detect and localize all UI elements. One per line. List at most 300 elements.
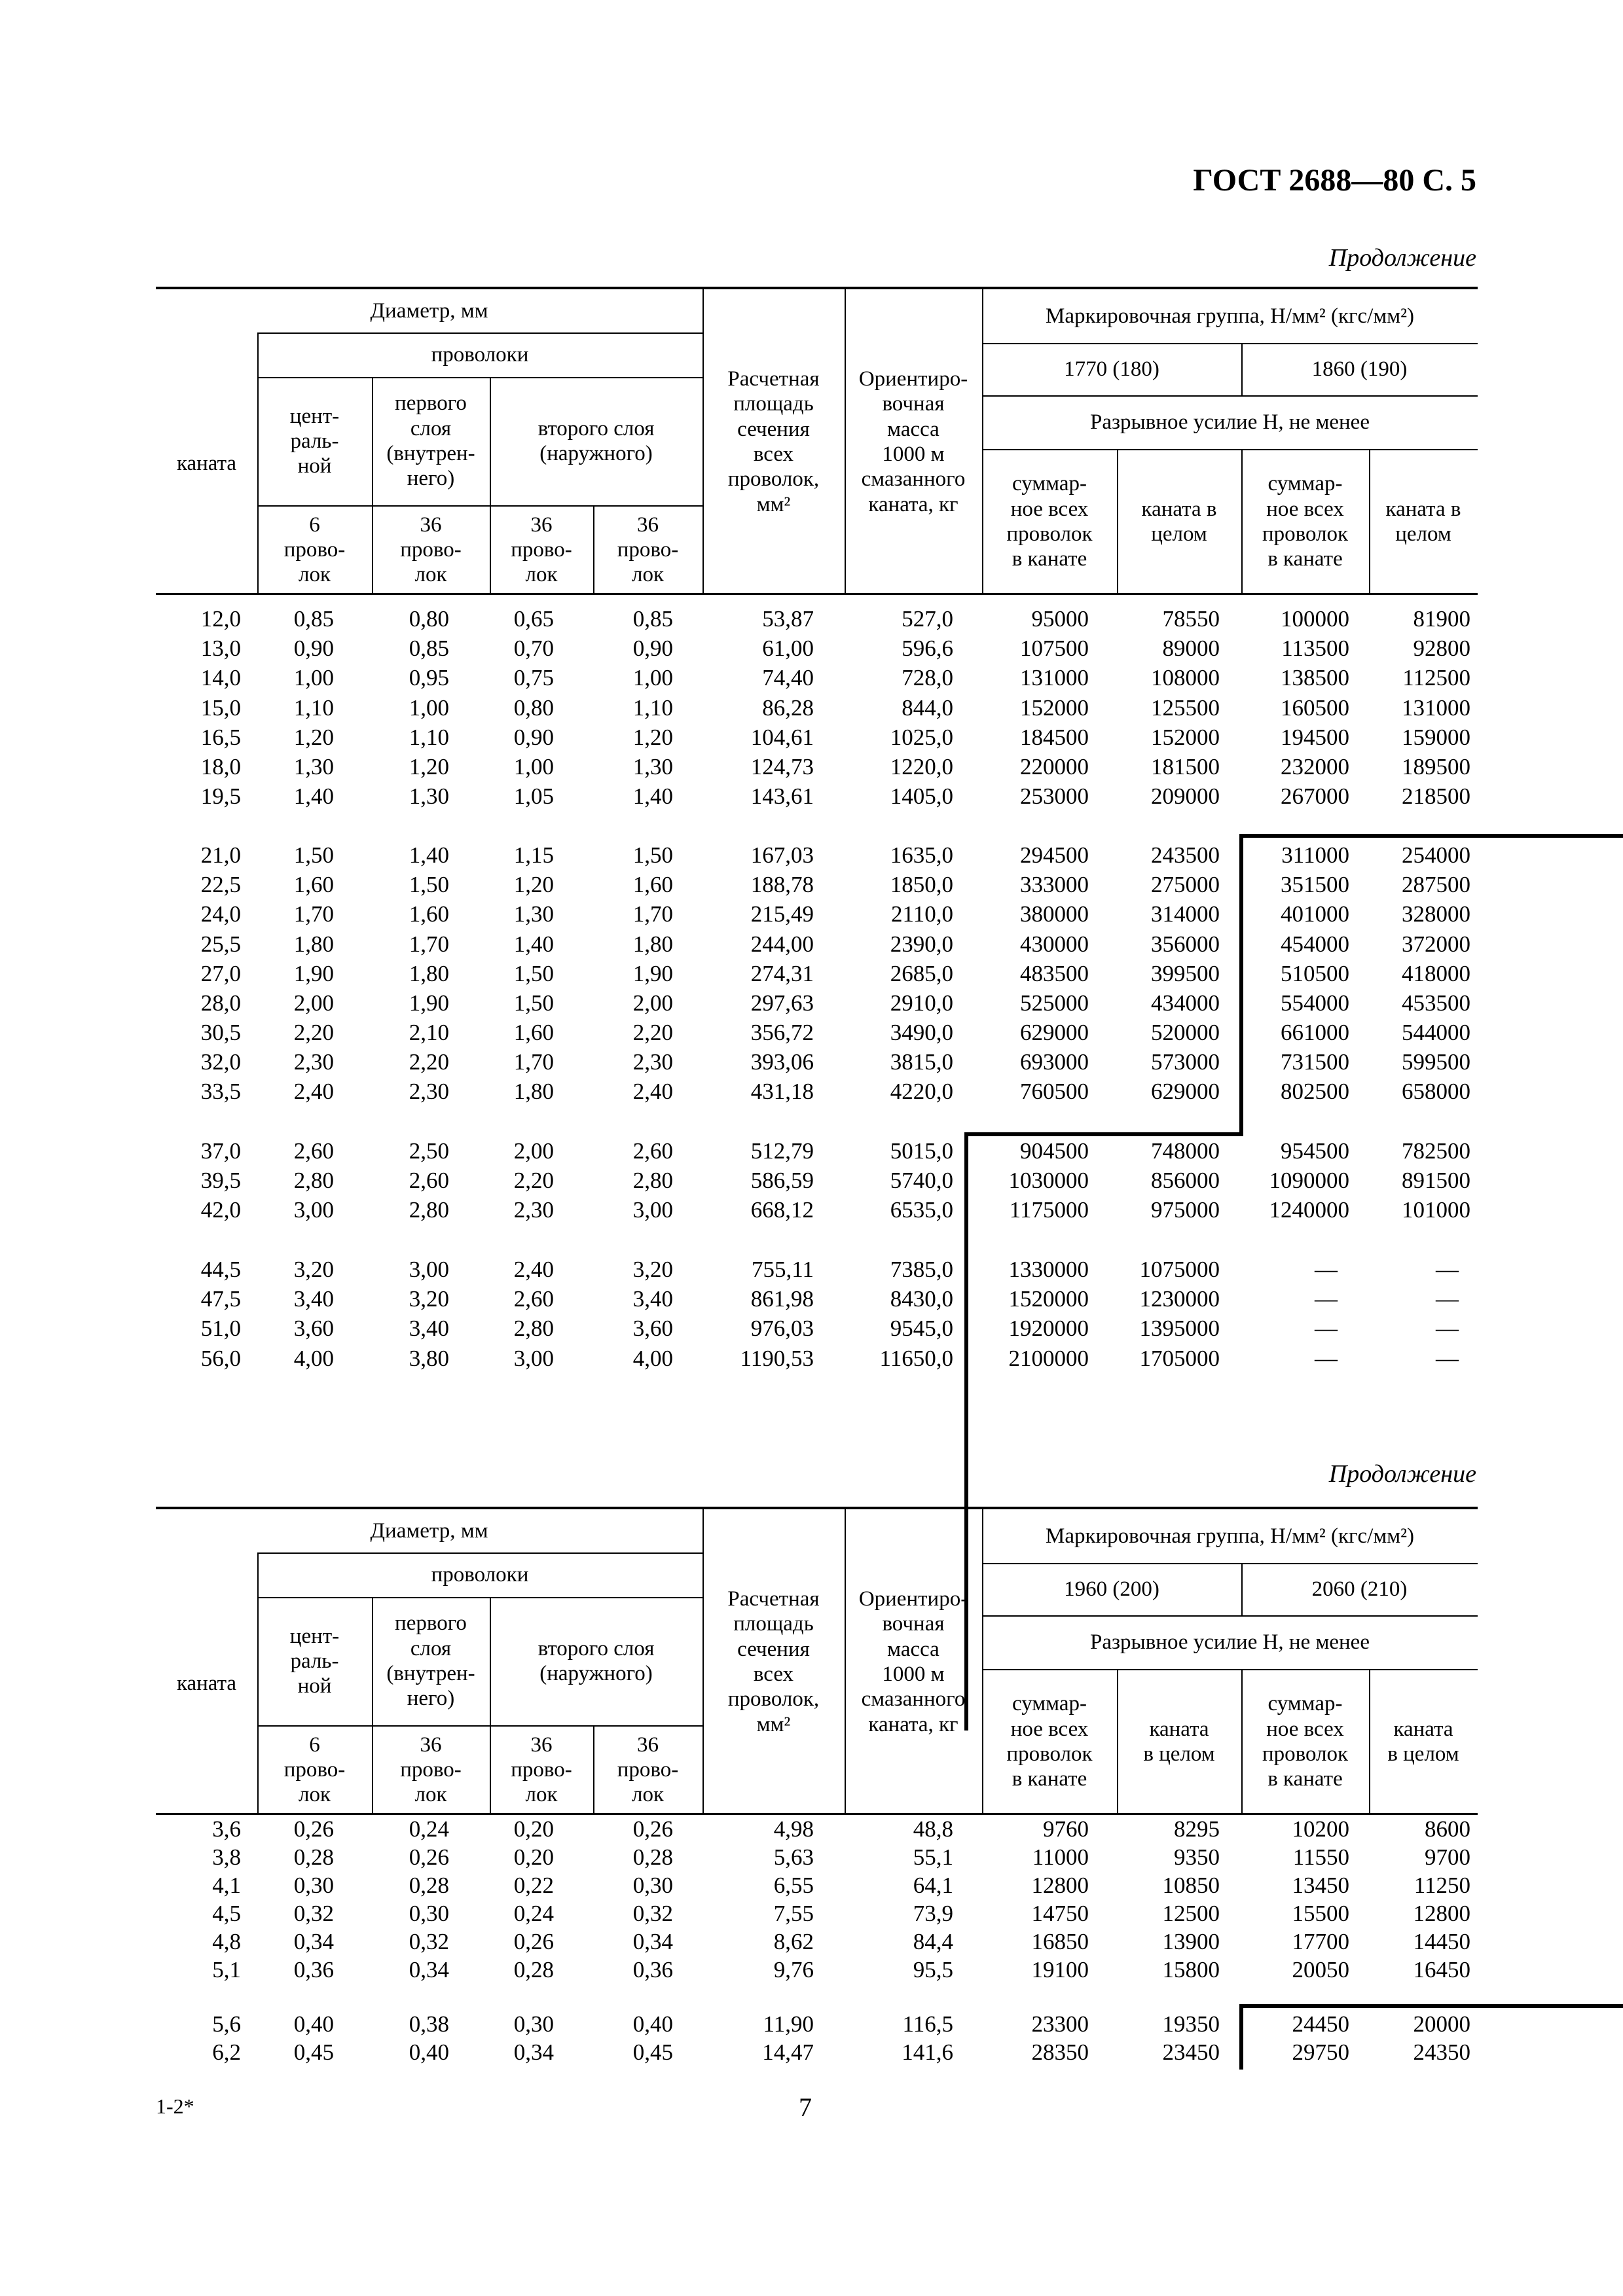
header-6-wires: 6 прово- лок — [283, 1732, 346, 1807]
table-row — [156, 2009, 1478, 2039]
table-cell: 23300 — [1031, 2011, 1089, 2037]
table-row — [156, 1284, 1478, 1314]
table-cell: 0,36 — [632, 1957, 673, 1982]
step-border — [1239, 834, 1243, 1136]
table-cell: 28350 — [1031, 2039, 1089, 2065]
table-cell: 1,40 — [513, 931, 554, 957]
table-cell: 3,00 — [513, 1345, 554, 1371]
table-cell: 1,40 — [293, 783, 334, 810]
table-cell: 0,45 — [632, 2039, 673, 2065]
table-cell: 0,36 — [293, 1957, 334, 1982]
table-cell: 311000 — [1281, 842, 1349, 868]
table-cell: 12,0 — [200, 606, 241, 632]
table-cell: 1075000 — [1139, 1257, 1220, 1282]
header-sum-wires: суммар- ное всех проволок в канате — [1006, 1692, 1093, 1791]
rope-table-1 — [156, 287, 1478, 1426]
table-cell: 0,20 — [513, 1816, 554, 1842]
table-cell: 17700 — [1292, 1929, 1349, 1954]
table-cell: 89000 — [1162, 636, 1220, 662]
table-cell: 4,8 — [212, 1929, 241, 1954]
table-cell: 3,6 — [212, 1816, 241, 1842]
table-cell: 2,80 — [513, 1316, 554, 1342]
table-cell: 9760 — [1043, 1816, 1089, 1842]
table-cell: 84,4 — [913, 1929, 953, 1954]
table-cell: 18,0 — [200, 754, 241, 780]
table-cell: 253000 — [1020, 783, 1089, 810]
table-cell: 586,59 — [750, 1168, 814, 1194]
table-cell: 12800 — [1413, 1901, 1470, 1926]
table-cell: 844,0 — [902, 694, 953, 721]
table-cell: 1,20 — [409, 754, 449, 780]
header-sum-wires: суммар- ное всех проволок в канате — [1262, 472, 1349, 571]
table-cell: 8295 — [1174, 1816, 1220, 1842]
table-cell: 2,60 — [409, 1168, 449, 1194]
table-cell: 9700 — [1425, 1844, 1470, 1870]
table-cell: 1705000 — [1139, 1345, 1220, 1371]
table-cell: 0,70 — [513, 636, 554, 662]
table-cell: 802500 — [1281, 1079, 1349, 1105]
table-cell: 1,80 — [513, 1079, 554, 1105]
table-cell: 6,55 — [773, 1873, 814, 1898]
table-cell: 1,20 — [632, 724, 673, 750]
table-cell: 1520000 — [1008, 1286, 1089, 1312]
header-first-layer: первого слоя (внутрен- него) — [386, 1611, 475, 1711]
table-cell: 2,60 — [293, 1138, 334, 1164]
table-cell: 209000 — [1151, 783, 1220, 810]
table-cell: 39,5 — [200, 1168, 241, 1194]
table-cell: 1,60 — [293, 872, 334, 898]
table-cell: 3,8 — [212, 1844, 241, 1870]
table-cell: 1,80 — [632, 931, 673, 957]
table-cell: 9,76 — [773, 1957, 814, 1982]
table-cell: 0,26 — [409, 1844, 449, 1870]
table-cell: 434000 — [1151, 990, 1220, 1016]
table-cell: 189500 — [1402, 754, 1470, 780]
table-cell: 3,00 — [632, 1197, 673, 1223]
table-cell: 0,75 — [513, 665, 554, 691]
table-cell: 14,47 — [762, 2039, 814, 2065]
table-row — [156, 752, 1478, 781]
table-cell: 9350 — [1174, 1844, 1220, 1870]
header-mass: Ориентиро- вочная масса 1000 м смазанного каната, кг — [858, 367, 968, 516]
table-cell: 184500 — [1020, 724, 1089, 750]
table-cell: 138500 — [1281, 665, 1349, 691]
header-wires: проволоки — [431, 1562, 529, 1587]
table-cell: 28,0 — [200, 990, 241, 1016]
table-cell: 454000 — [1281, 931, 1349, 957]
table-cell: 1,30 — [409, 783, 449, 810]
table-cell: 5015,0 — [890, 1138, 953, 1164]
table-cell: 143,61 — [750, 783, 814, 810]
table-cell: 11,90 — [763, 2011, 814, 2037]
header-36-wires: 36 прово- лок — [511, 512, 572, 587]
table-cell: 24450 — [1292, 2011, 1349, 2037]
table-cell: 1,00 — [293, 665, 334, 691]
table-cell: 108000 — [1151, 665, 1220, 691]
table-cell: 131000 — [1402, 694, 1470, 721]
table-cell: 8600 — [1425, 1816, 1470, 1842]
table-cell: 1920000 — [1008, 1316, 1089, 1342]
table-cell: 1,20 — [293, 724, 334, 750]
table-cell: 1,70 — [293, 901, 334, 927]
table-cell: 1,50 — [409, 872, 449, 898]
table-cell: 1,60 — [409, 901, 449, 927]
header-group-a: 1770 (180) — [1064, 357, 1159, 381]
table-cell: 430000 — [1020, 931, 1089, 957]
table-cell: 86,28 — [762, 694, 814, 721]
table-cell: 11250 — [1413, 1873, 1470, 1898]
table-cell: 0,32 — [632, 1901, 673, 1926]
header-36-wires: 36 прово- лок — [511, 1732, 572, 1807]
header-diameter: Диаметр, мм — [370, 298, 488, 323]
table-cell: 4,5 — [212, 1901, 241, 1926]
header-marking-group: Маркировочная группа, Н/мм² (кгс/мм²) — [1045, 1524, 1414, 1548]
table-cell: 1175000 — [1009, 1197, 1089, 1223]
table-row — [156, 1077, 1478, 1106]
table-row — [156, 1255, 1478, 1284]
table-cell: 333000 — [1020, 872, 1089, 898]
table-cell: 0,26 — [293, 1816, 334, 1842]
table-cell: 232000 — [1281, 754, 1349, 780]
header-marking-group: Маркировочная группа, Н/мм² (кгс/мм²) — [1045, 304, 1414, 328]
table-cell: 24350 — [1413, 2039, 1470, 2065]
table-cell: 51,0 — [200, 1316, 241, 1342]
table-row — [156, 1955, 1478, 1984]
table-cell: 1025,0 — [890, 724, 953, 750]
table-cell: 78550 — [1162, 606, 1220, 632]
table-cell: 3,20 — [632, 1257, 673, 1282]
table-cell: 124,73 — [750, 754, 814, 780]
table-cell: 351500 — [1281, 872, 1349, 898]
table-cell: 520000 — [1151, 1020, 1220, 1045]
table-cell: 904500 — [1020, 1138, 1089, 1164]
table-cell: 1,00 — [409, 694, 449, 721]
table-cell: 2,60 — [632, 1138, 673, 1164]
table-cell: 629000 — [1151, 1079, 1220, 1105]
table-cell: 53,87 — [762, 606, 814, 632]
table-cell: 152000 — [1151, 724, 1220, 750]
table-cell: 29750 — [1292, 2039, 1349, 2065]
table-cell: 12800 — [1031, 1873, 1089, 1898]
table-cell: 167,03 — [750, 842, 814, 868]
table-cell: 3,00 — [293, 1197, 334, 1223]
table-cell: 0,85 — [632, 606, 673, 632]
step-border — [1239, 834, 1623, 838]
table-cell: 6,2 — [212, 2039, 241, 2065]
table-cell: 160500 — [1281, 694, 1349, 721]
table-cell: 0,30 — [409, 1901, 449, 1926]
table-cell: 328000 — [1402, 901, 1470, 927]
table-cell: 1,60 — [513, 1020, 554, 1045]
table-cell: 13,0 — [200, 636, 241, 662]
table-cell: 215,49 — [750, 901, 814, 927]
table-cell: 1190,53 — [740, 1345, 814, 1371]
header-group-a: 1960 (200) — [1064, 1577, 1159, 1601]
table-cell: 3,40 — [632, 1286, 673, 1312]
table-row — [156, 1927, 1478, 1956]
table-cell: 152000 — [1020, 694, 1089, 721]
continuation-label-2: Продолжение — [1328, 1460, 1476, 1488]
table-cell: 104,61 — [750, 724, 814, 750]
table-row — [156, 1814, 1478, 1844]
table-cell: 0,80 — [513, 694, 554, 721]
table-cell: 1,30 — [632, 754, 673, 780]
table-cell: 668,12 — [750, 1197, 814, 1223]
table-cell: 1220,0 — [890, 754, 953, 780]
header-breaking-force: Разрывное усилие Н, не менее — [1090, 410, 1370, 434]
table-cell: — — [1436, 1316, 1459, 1342]
table-cell: 10850 — [1162, 1873, 1220, 1898]
footer-code: 1-2* — [156, 2094, 194, 2118]
table-cell: 92800 — [1413, 636, 1470, 662]
table-cell: 48,8 — [913, 1816, 953, 1842]
table-row — [156, 634, 1478, 663]
table-cell: 0,38 — [409, 2011, 449, 2037]
table-cell: 13900 — [1162, 1929, 1220, 1954]
table-cell: 4,00 — [293, 1345, 334, 1371]
table-cell: 1,00 — [513, 754, 554, 780]
table-cell: 573000 — [1151, 1049, 1220, 1075]
table-cell: 748000 — [1151, 1138, 1220, 1164]
table-cell: 2110,0 — [891, 901, 953, 927]
header-36-wires: 36 прово- лок — [400, 1732, 462, 1807]
table-cell: 0,28 — [632, 1844, 673, 1870]
table-cell: 0,34 — [409, 1957, 449, 1982]
table-cell: 1,80 — [409, 960, 449, 986]
table-cell: 1,60 — [632, 872, 673, 898]
table-cell: 596,6 — [902, 636, 953, 662]
table-cell: 1,50 — [513, 990, 554, 1016]
header-second-layer: второго слоя (наружного) — [538, 1636, 655, 1685]
table-cell: 1850,0 — [890, 872, 953, 898]
table-cell: 25,5 — [200, 931, 241, 957]
table-cell: 15,0 — [200, 694, 241, 721]
table-cell: 954500 — [1281, 1138, 1349, 1164]
table-cell: 356000 — [1151, 931, 1220, 957]
table-cell: 55,1 — [913, 1844, 953, 1870]
header-rope: каната — [176, 1671, 237, 1695]
header-rope: каната — [176, 451, 237, 475]
header-rope-whole: каната в целом — [1143, 1717, 1215, 1766]
table-row — [156, 1314, 1478, 1343]
table-cell: 2,80 — [632, 1168, 673, 1194]
table-cell: 1,50 — [632, 842, 673, 868]
table-cell: 0,28 — [513, 1957, 554, 1982]
table-cell: 2,20 — [632, 1020, 673, 1045]
table-cell: 2,60 — [513, 1286, 554, 1312]
table-cell: 3,00 — [409, 1257, 449, 1282]
table-cell: 2100000 — [1008, 1345, 1089, 1371]
table-row — [156, 870, 1478, 899]
table-cell: 3,40 — [409, 1316, 449, 1342]
table-cell: 3,40 — [293, 1286, 334, 1312]
table-cell: 3,60 — [293, 1316, 334, 1342]
table-cell: 101000 — [1402, 1197, 1470, 1223]
table-cell: 0,65 — [513, 606, 554, 632]
table-cell: — — [1436, 1257, 1459, 1282]
table-cell: 1,70 — [632, 901, 673, 927]
table-cell: 22,5 — [200, 872, 241, 898]
table-cell: 64,1 — [913, 1873, 953, 1898]
table-cell: 107500 — [1020, 636, 1089, 662]
table-cell: 755,11 — [752, 1257, 814, 1282]
table-cell: 100000 — [1281, 606, 1349, 632]
header-sum-wires: суммар- ное всех проволок в канате — [1262, 1692, 1349, 1791]
table-cell: 782500 — [1402, 1138, 1470, 1164]
table-cell: 112500 — [1402, 665, 1470, 691]
table-cell: 380000 — [1020, 901, 1089, 927]
table-cell: 74,40 — [762, 665, 814, 691]
table-cell: 1395000 — [1139, 1316, 1220, 1342]
header-rope-whole: каната в целом — [1387, 1717, 1459, 1766]
table-cell: 14750 — [1031, 1901, 1089, 1926]
table-cell: 11000 — [1032, 1844, 1089, 1870]
table-cell: 399500 — [1151, 960, 1220, 986]
table-cell: 401000 — [1281, 901, 1349, 927]
table-cell: 1,90 — [632, 960, 673, 986]
table-cell: 12500 — [1162, 1901, 1220, 1926]
table-cell: 1,00 — [632, 665, 673, 691]
table-cell: 95000 — [1031, 606, 1089, 632]
table-cell: 1,90 — [409, 990, 449, 1016]
table-cell: 0,24 — [513, 1901, 554, 1926]
table-cell: 891500 — [1402, 1168, 1470, 1194]
table-cell: 1,15 — [513, 842, 554, 868]
table-cell: 2,30 — [632, 1049, 673, 1075]
table-cell: 1,40 — [409, 842, 449, 868]
table-cell: 2,20 — [293, 1020, 334, 1045]
table-row — [156, 899, 1478, 929]
continuation-label-1: Продолжение — [1328, 244, 1476, 272]
table-cell: 159000 — [1402, 724, 1470, 750]
table-cell: 42,0 — [200, 1197, 241, 1223]
table-cell: 2,50 — [409, 1138, 449, 1164]
table-cell: 0,40 — [632, 2011, 673, 2037]
table-row — [156, 840, 1478, 870]
header-group-b: 2060 (210) — [1311, 1577, 1408, 1601]
table-cell: 1,10 — [293, 694, 334, 721]
table-cell: 218500 — [1402, 783, 1470, 810]
header-central: цент- раль- ной — [289, 404, 340, 478]
table-cell: 4,00 — [632, 1345, 673, 1371]
table-cell: 2,80 — [293, 1168, 334, 1194]
table-cell: 2,00 — [632, 990, 673, 1016]
table-cell: 2,30 — [409, 1079, 449, 1105]
table-cell: 1,05 — [513, 783, 554, 810]
header-first-layer: первого слоя (внутрен- него) — [386, 391, 475, 491]
table-row — [156, 1136, 1478, 1166]
table-cell: 2,40 — [293, 1079, 334, 1105]
table-cell: 2,80 — [409, 1197, 449, 1223]
table-cell: 731500 — [1281, 1049, 1349, 1075]
table-cell: 1,30 — [293, 754, 334, 780]
table-cell: 267000 — [1281, 783, 1349, 810]
table-cell: 5740,0 — [890, 1168, 953, 1194]
table-cell: 1,70 — [409, 931, 449, 957]
table-cell: 0,26 — [513, 1929, 554, 1954]
table-cell: 244,00 — [750, 931, 814, 957]
table-cell: 356,72 — [750, 1020, 814, 1045]
table-cell: — — [1315, 1345, 1338, 1371]
header-area: Расчетная площадь сечения всех проволок, мм² — [727, 1587, 820, 1736]
table-cell: 14450 — [1413, 1929, 1470, 1954]
table-cell: 3,20 — [409, 1286, 449, 1312]
table-cell: 0,28 — [293, 1844, 334, 1870]
table-row — [156, 988, 1478, 1018]
table-row — [156, 604, 1478, 634]
table-row — [156, 1842, 1478, 1872]
table-cell: 23450 — [1162, 2039, 1220, 2065]
table-cell: 3,20 — [293, 1257, 334, 1282]
table-cell: 37,0 — [200, 1138, 241, 1164]
header-rope-whole: каната в целом — [1385, 497, 1461, 546]
table-row — [156, 1344, 1478, 1373]
table-cell: 431,18 — [750, 1079, 814, 1105]
table-cell: 47,5 — [200, 1286, 241, 1312]
table-cell: 81900 — [1413, 606, 1470, 632]
table-cell: 1,50 — [513, 960, 554, 986]
table-cell: 15500 — [1292, 1901, 1349, 1926]
header-diameter: Диаметр, мм — [370, 1518, 488, 1543]
table-cell: 0,20 — [513, 1844, 554, 1870]
table-cell: 856000 — [1151, 1168, 1220, 1194]
table-cell: 16,5 — [200, 724, 241, 750]
table-cell: 11650,0 — [879, 1345, 953, 1371]
table-cell: 861,98 — [750, 1286, 814, 1312]
table-cell: 453500 — [1402, 990, 1470, 1016]
table-cell: 0,45 — [293, 2039, 334, 2065]
header-mass: Ориентиро- вочная масса 1000 м смазанного каната, кг — [858, 1587, 968, 1736]
header-sum-wires: суммар- ное всех проволок в канате — [1006, 472, 1093, 571]
table-cell: 1,40 — [632, 783, 673, 810]
table-cell: 0,85 — [293, 606, 334, 632]
table-row — [156, 723, 1478, 752]
table-cell: 554000 — [1281, 990, 1349, 1016]
table-cell: 760500 — [1020, 1079, 1089, 1105]
table-cell: 56,0 — [200, 1345, 241, 1371]
table-cell: 599500 — [1402, 1049, 1470, 1075]
table-cell: 7,55 — [773, 1901, 814, 1926]
table-cell: 728,0 — [902, 665, 953, 691]
header-rope-whole: каната в целом — [1141, 497, 1217, 546]
table-cell: 194500 — [1281, 724, 1349, 750]
table-cell: 16450 — [1413, 1957, 1470, 1982]
table-cell: 2685,0 — [890, 960, 953, 986]
table-cell: 61,00 — [762, 636, 814, 662]
table-cell: 372000 — [1402, 931, 1470, 957]
table-cell: 661000 — [1281, 1020, 1349, 1045]
table-cell: 1090000 — [1269, 1168, 1349, 1194]
table-cell: 525000 — [1020, 990, 1089, 1016]
step-border — [1239, 2004, 1243, 2070]
table-cell: 1,20 — [513, 872, 554, 898]
table-cell: 0,30 — [632, 1873, 673, 1898]
table-cell: 7385,0 — [890, 1257, 953, 1282]
table-cell: 181500 — [1151, 754, 1220, 780]
table-cell: 975000 — [1151, 1197, 1220, 1223]
table-cell: 0,90 — [513, 724, 554, 750]
table-cell: 0,90 — [632, 636, 673, 662]
table-cell: 2390,0 — [890, 931, 953, 957]
table-cell: 976,03 — [750, 1316, 814, 1342]
table-cell: 0,22 — [513, 1873, 554, 1898]
table-cell: 20000 — [1413, 2011, 1470, 2037]
table-cell: 693000 — [1020, 1049, 1089, 1075]
table-cell: 19,5 — [200, 783, 241, 810]
table-cell: 5,63 — [773, 1844, 814, 1870]
table-cell: — — [1436, 1286, 1459, 1312]
table-row — [156, 1871, 1478, 1900]
